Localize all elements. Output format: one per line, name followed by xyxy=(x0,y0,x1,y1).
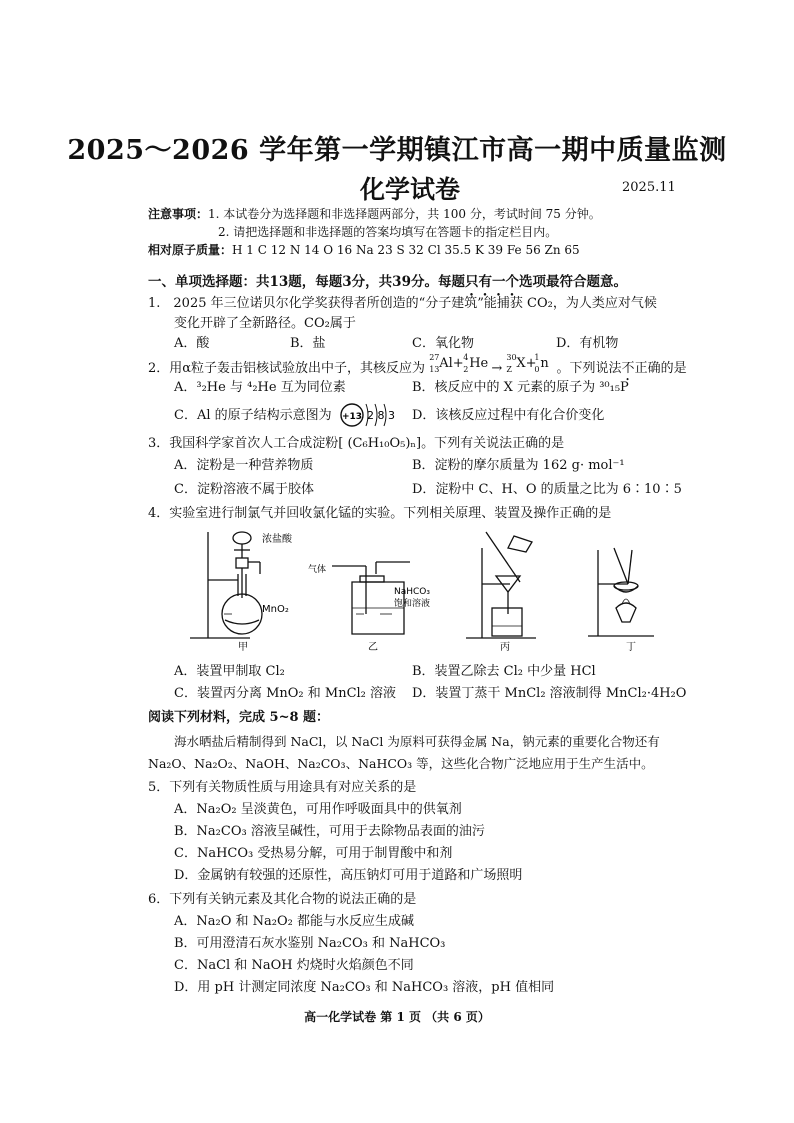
notice-item-2: 2. 请把选择题和非选择题的答案均填写在答题卡的指定栏目内。 xyxy=(218,225,558,239)
q2-option-d: D．该核反应过程中有化合价变化 xyxy=(412,408,605,423)
q4-stem: 4．实验室进行制氯气并回收氯化锰的实验。下列相关原理、装置及操作正确的是 xyxy=(148,506,612,521)
label-mno2: MnO₂ xyxy=(262,604,289,615)
apparatus-ding xyxy=(588,548,654,636)
notice-line-1 xyxy=(148,206,601,222)
label-yi: 乙 xyxy=(368,642,378,653)
apparatus-jia xyxy=(190,532,262,638)
q5-option-a: A．Na₂O₂ 呈淡黄色，可用作呼吸面具中的供氧剂 xyxy=(174,802,462,817)
q4-apparatus-figure xyxy=(180,528,680,654)
apparatus-bing xyxy=(466,532,536,638)
label-ding: 丁 xyxy=(626,642,636,653)
exam-date: 2025.11 xyxy=(622,180,676,195)
q6-option-c: C．NaCl 和 NaOH 灼烧时火焰颜色不同 xyxy=(174,958,414,973)
atomic-mass-line xyxy=(148,242,580,258)
q5-option-b: B．Na₂CO₃ 溶液呈碱性，可用于去除物品表面的油污 xyxy=(174,824,485,839)
q6-option-a: A．Na₂O 和 Na₂O₂ 都能与水反应生成碱 xyxy=(174,914,414,929)
page-subtitle: 化学试卷 xyxy=(360,175,461,204)
notice-item-1: 1. 本试卷分为选择题和非选择题两部分，共 100 分，考试时间 75 分钟。 xyxy=(208,207,601,221)
q4-option-b: B．装置乙除去 Cl₂ 中少量 HCl xyxy=(412,664,596,679)
q2-stem-part-a: 2．用α粒子轰击铝核试验放出中子，其核反应为 xyxy=(148,361,426,376)
notice-label: 注意事项： xyxy=(148,207,209,221)
reading-line-1: 海水晒盐后精制得到 NaCl，以 NaCl 为原料可获得金属 Na，钠元素的重要化合物还有 xyxy=(174,734,660,749)
q5-option-c: C．NaHCO₃ 受热易分解，可用于制胃酸中和剂 xyxy=(174,846,453,861)
q3-option-d: D．淀粉中 C、H、O 的质量之比为 6∶10∶5 xyxy=(412,482,682,497)
atomic-mass-values: H 1 C 12 N 14 O 16 Na 23 S 32 Cl 35.5 K 39 Fe 56 Zn 65 xyxy=(232,243,580,257)
q1-option-c: C．氧化物 xyxy=(412,336,474,351)
reading-line-2: Na₂O、Na₂O₂、NaOH、Na₂CO₃、NaHCO₃ 等，这些化合物广泛地应用于生产生活中。 xyxy=(148,756,654,771)
q2-option-c: C．Al 的原子结构示意图为 xyxy=(174,408,332,423)
nuclear-equation: 27 13 Al+ 4 2 He → 30 Z X+ 1 0 n xyxy=(429,353,549,376)
q2-stem-part-c: 正确的是 xyxy=(634,361,687,376)
label-saturated: 饱和溶液 xyxy=(394,599,431,609)
label-bing: 丙 xyxy=(500,642,510,653)
page-footer: 高一化学试卷 第 1 页 （共 6 页） xyxy=(304,1010,490,1024)
q3-stem: 3．我国科学家首次人工合成淀粉[ (C₆H₁₀O₅)ₙ]。下列有关说法正确的是 xyxy=(148,436,565,451)
reading-heading: 阅读下列材料，完成 5~8 题： xyxy=(148,710,330,725)
q2-option-b: B．核反应中的 X 元素的原子为 ³⁰₁₅P xyxy=(412,380,629,395)
q3-option-b: B．淀粉的摩尔质量为 162 g· mol⁻¹ xyxy=(412,458,625,473)
q1-stem-line-2: 变化开辟了全新路径。CO₂属于 xyxy=(174,316,356,331)
section-heading-part-b: 选项最符合题意。 xyxy=(518,274,627,290)
q1-option-d: D．有机物 xyxy=(556,336,619,351)
q2-stem-emphasis: 不 xyxy=(621,361,635,376)
label-gas: 气体 xyxy=(308,565,327,575)
q2-option-a: A．³₂He 与 ⁴₂He 互为同位素 xyxy=(174,380,346,395)
q6-option-b: B．可用澄清石灰水鉴别 Na₂CO₃ 和 NaHCO₃ xyxy=(174,936,446,951)
nucleus-charge: +13 xyxy=(341,412,363,422)
q4-option-a: A．装置甲制取 Cl₂ xyxy=(174,664,285,679)
section-heading xyxy=(148,270,627,299)
page-title: 2025～2026 学年第一学期镇江市高一期中质量监测 xyxy=(67,135,727,166)
q4-option-d: D．装置丁蒸干 MnCl₂ 溶液制得 MnCl₂·4H₂O xyxy=(412,686,687,701)
label-jia: 甲 xyxy=(238,642,248,653)
q5-stem: 5．下列有关物质性质与用途具有对应关系的是 xyxy=(148,780,417,795)
q5-option-d: D．金属钠有较强的还原性，高压钠灯可用于道路和广场照明 xyxy=(174,868,523,883)
electron-shells: 2 8 3 xyxy=(367,409,395,422)
al-atom-structure-diagram xyxy=(338,398,398,428)
label-nahco3: NaHCO₃ xyxy=(394,587,430,597)
section-heading-emphasis: 只有一个 xyxy=(464,274,519,290)
section-heading-part-a: 一、单项选择题：共13题，每题3分，共39分。每题 xyxy=(148,274,465,290)
q6-stem: 6．下列有关钠元素及其化合物的说法正确的是 xyxy=(148,892,417,907)
q1-option-a: A．酸 xyxy=(174,336,210,351)
q2-stem-part-b: 。下列说法 xyxy=(556,361,622,376)
q3-option-a: A．淀粉是一种营养物质 xyxy=(174,458,314,473)
q1-stem-line-1: 1. 2025 年三位诺贝尔化学奖获得者所创造的“分子建筑”能捕获 CO₂，为人类应对气候 xyxy=(148,296,657,311)
label-acid: 浓盐酸 xyxy=(262,534,292,545)
atomic-mass-label: 相对原子质量： xyxy=(148,243,233,257)
q1-option-b: B．盐 xyxy=(290,336,326,351)
q4-option-c: C．装置丙分离 MnO₂ 和 MnCl₂ 溶液 xyxy=(174,686,397,701)
apparatus-yi xyxy=(332,562,410,634)
q3-option-c: C．淀粉溶液不属于胶体 xyxy=(174,482,314,497)
q6-option-d: D．用 pH 计测定同浓度 Na₂CO₃ 和 NaHCO₃ 溶液，pH 值相同 xyxy=(174,980,555,995)
